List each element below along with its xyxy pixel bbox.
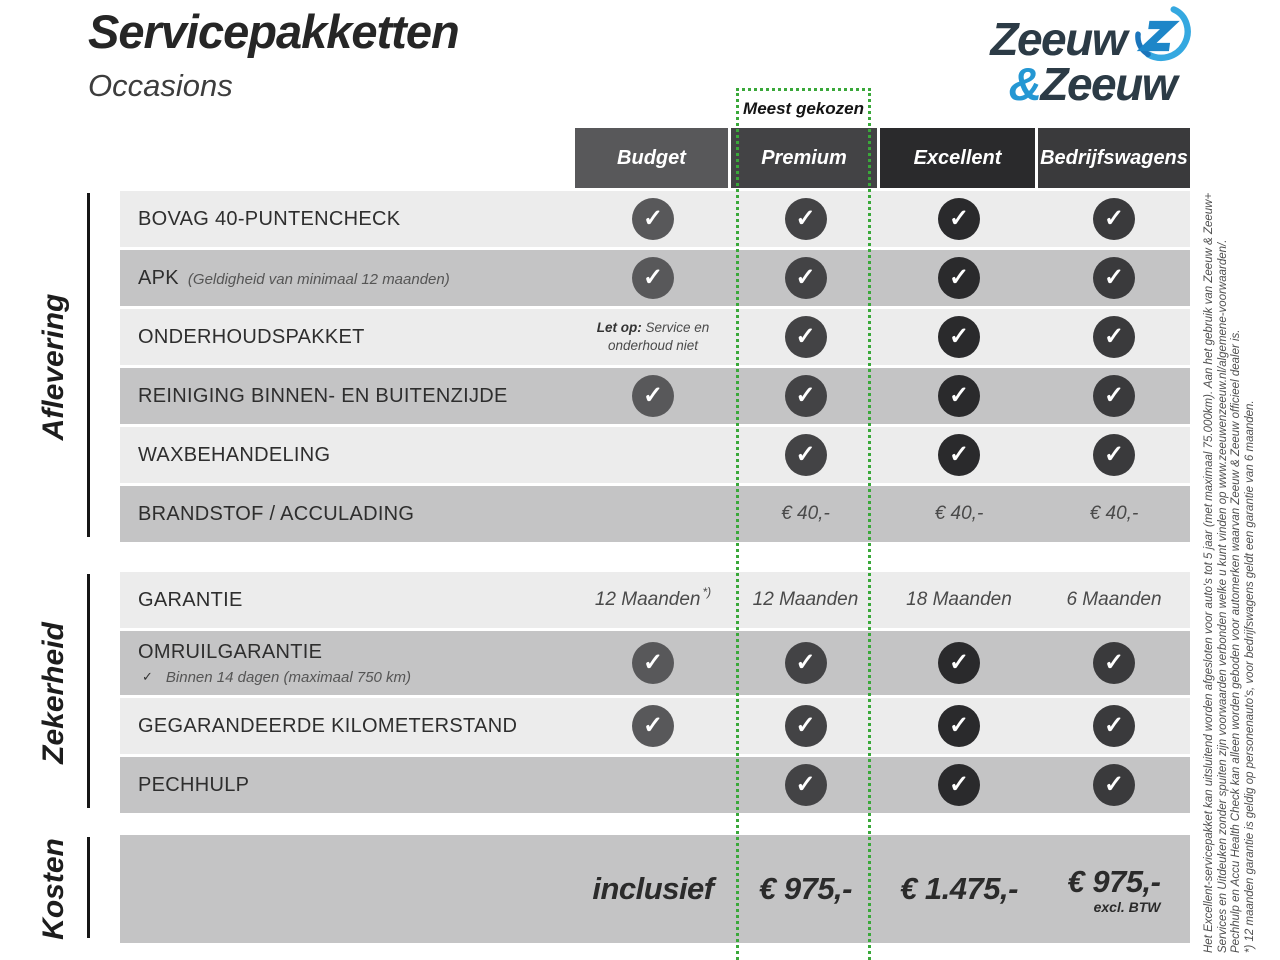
table-row [120, 835, 1190, 943]
section-label-zekerheid: Zekerheid [37, 621, 70, 764]
section-label-aflevering: Aflevering [37, 293, 70, 440]
check-glyph: ✓ [948, 770, 970, 798]
check-icon [1093, 375, 1135, 417]
section-label-kosten: Kosten [37, 838, 70, 940]
check-glyph: ✓ [642, 648, 664, 676]
table-row [120, 698, 1190, 754]
cell-premium [731, 631, 880, 695]
check-icon [1093, 434, 1135, 476]
check-icon [785, 705, 827, 747]
cell-empty [575, 427, 731, 483]
check-icon [785, 198, 827, 240]
rows-zekerheid [120, 572, 1190, 813]
cell-bedrijfswagens [1038, 698, 1190, 754]
check-glyph: ✓ [795, 322, 816, 350]
check-glyph: ✓ [948, 322, 970, 350]
section-rule [87, 574, 90, 808]
zeeuw-logo [952, 4, 1192, 110]
check-glyph: ✓ [1103, 204, 1125, 232]
cell-excellent [880, 698, 1038, 754]
check-glyph: ✓ [948, 440, 970, 468]
row-label [120, 641, 575, 686]
cell-bedrijfswagens [1038, 757, 1190, 813]
row-title: WAXBEHANDELING [138, 443, 331, 466]
cell-empty [575, 486, 731, 542]
row-label-line [138, 444, 575, 467]
section-rule [87, 837, 90, 938]
price-wrap [592, 871, 713, 907]
table-row [120, 191, 1190, 247]
cell-bedrijfswagens [1038, 631, 1190, 695]
check-icon [1093, 642, 1135, 684]
cell-excellent [880, 757, 1038, 813]
logo-word-1: Zeeuw [990, 13, 1126, 65]
check-glyph: ✓ [795, 381, 816, 409]
table-row [120, 757, 1190, 813]
row-label [120, 503, 575, 526]
row-title: GARANTIE [138, 588, 243, 611]
most-chosen-label: Meest gekozen [743, 99, 864, 118]
row-subnote-text: Binnen 14 dagen (maximaal 750 km) [165, 668, 412, 686]
cell-budget [575, 368, 731, 424]
check-glyph: ✓ [1103, 263, 1125, 291]
check-glyph: ✓ [948, 648, 970, 676]
section-rule [87, 193, 90, 537]
check-glyph: ✓ [795, 711, 816, 739]
price-wrap [900, 871, 1018, 907]
column-header-excellent [880, 128, 1038, 188]
row-label-line [138, 208, 575, 231]
check-glyph: ✓ [795, 440, 816, 468]
check-icon [1093, 257, 1135, 299]
cell-value: € 40,- [934, 503, 984, 524]
row-title: OMRUILGARANTIE [138, 640, 323, 663]
check-icon [938, 434, 980, 476]
row-title: GEGARANDEERDE KILOMETERSTAND [138, 714, 518, 737]
check-icon [785, 316, 827, 358]
row-title: APK [138, 266, 179, 289]
logo-word-2: Zeeuw [1040, 58, 1176, 110]
column-header-budget [575, 128, 731, 188]
row-label [120, 715, 575, 738]
price-note: excl. BTW [1093, 898, 1161, 915]
cell-bedrijfswagens [1038, 835, 1190, 943]
cell-excellent [880, 427, 1038, 483]
rows-kosten [120, 835, 1190, 943]
row-label [120, 774, 575, 797]
check-icon [632, 642, 674, 684]
row-title: BRANDSTOF / ACCULADING [138, 502, 415, 525]
row-title: ONDERHOUDSPAKKET [138, 325, 365, 348]
service-packages-table [37, 128, 1190, 943]
check-glyph: ✓ [795, 263, 816, 291]
cell-excellent [880, 835, 1038, 943]
check-glyph: ✓ [642, 381, 664, 409]
row-label-line [138, 715, 575, 738]
cell-bedrijfswagens [1038, 427, 1190, 483]
row-label [120, 385, 575, 408]
table-row [120, 368, 1190, 424]
check-icon [938, 705, 980, 747]
section-aflevering [37, 191, 1190, 542]
table-row [120, 250, 1190, 306]
cell-budget [575, 835, 731, 943]
row-label [120, 326, 575, 349]
check-glyph: ✓ [948, 263, 970, 291]
check-glyph: ✓ [642, 711, 664, 739]
cell-note-text: Service en onderhoud niet [607, 320, 710, 353]
cell-value: € 40,- [1089, 503, 1139, 524]
section-zekerheid [37, 572, 1190, 813]
cell-value: 18 Maanden [906, 589, 1012, 610]
row-title: BOVAG 40-PUNTENCHECK [138, 207, 401, 230]
footnote-line: Pechhulp en Accu Health Check kan alleen worden geboden voor automerken waarvan Zeeuw & Zeeuw officieel dealer is. [1230, 329, 1242, 953]
price-wrap [759, 871, 852, 907]
row-title: PECHHULP [138, 773, 250, 796]
cell-empty [575, 757, 731, 813]
check-glyph: ✓ [1103, 648, 1125, 676]
check-icon [938, 764, 980, 806]
cell-excellent [880, 368, 1038, 424]
page-subtitle: Occasions [88, 68, 233, 103]
logo-ampersand: & [1008, 58, 1041, 110]
page-title: Servicepakketten [88, 5, 459, 58]
check-icon [938, 316, 980, 358]
column-header-label: Excellent [913, 146, 1002, 169]
check-glyph: ✓ [948, 711, 970, 739]
check-icon [632, 257, 674, 299]
cell-budget [575, 631, 731, 695]
cell-bedrijfswagens [1038, 191, 1190, 247]
cell-premium [731, 835, 880, 943]
row-label [120, 267, 575, 290]
cell-bedrijfswagens [1038, 250, 1190, 306]
cell-value: 12 Maanden [594, 589, 701, 610]
check-glyph: ✓ [1103, 770, 1125, 798]
header-spacer [120, 128, 575, 188]
cell-premium [731, 698, 880, 754]
cell-excellent [880, 250, 1038, 306]
check-glyph: ✓ [795, 648, 816, 676]
row-label-line [138, 641, 575, 664]
row-label-line [138, 326, 575, 349]
check-icon [632, 705, 674, 747]
cell-budget [575, 698, 731, 754]
check-icon [1093, 316, 1135, 358]
row-label [120, 208, 575, 231]
cell-value: € 40,- [781, 503, 830, 524]
table-row [120, 631, 1190, 695]
cell-budget [575, 191, 731, 247]
footnote-line: *) 12 maanden garantie is geldig op personenauto's, voor bedrijfswagens geldt een garantie van 6 maanden. [1243, 400, 1256, 953]
check-icon [1093, 198, 1135, 240]
cell-value: 12 Maanden [752, 589, 859, 610]
footnote-line: Services en Uitdeuken zonder spuiten zijn voorwaarden verbonden welke u kunt vinden op www.zeeuwenzeeuw.nl/algemene-voorwaarden/. [1216, 239, 1229, 953]
cell-excellent [880, 486, 1038, 542]
column-header-label: Premium [761, 146, 847, 169]
column-headers [120, 128, 1190, 188]
table-row [120, 486, 1190, 542]
price-value: € 975,- [758, 871, 852, 906]
check-icon [785, 257, 827, 299]
table-row [120, 572, 1190, 628]
check-icon [632, 375, 674, 417]
price-value: inclusief [592, 871, 714, 906]
cell-premium [731, 757, 880, 813]
check-glyph: ✓ [948, 204, 970, 232]
check-icon [632, 198, 674, 240]
row-subnote [138, 669, 575, 686]
check-glyph: ✓ [1103, 440, 1125, 468]
cell-value: 6 Maanden [1066, 589, 1162, 610]
footnotes [1203, 115, 1257, 953]
cell-premium [731, 250, 880, 306]
check-icon [785, 642, 827, 684]
check-icon [785, 434, 827, 476]
check-glyph: ✓ [1103, 381, 1125, 409]
column-header-premium [731, 128, 880, 188]
table-row [120, 309, 1190, 365]
price-value: € 1.475,- [900, 871, 1018, 906]
table-row [120, 427, 1190, 483]
check-glyph: ✓ [642, 204, 664, 232]
column-header-label: Bedrijfswagens [1040, 146, 1188, 169]
price-value: € 975,- [1067, 863, 1161, 899]
row-label-line [138, 589, 575, 612]
column-header-label: Budget [617, 146, 686, 169]
cell-premium [731, 191, 880, 247]
cell-premium [731, 309, 880, 365]
check-glyph: ✓ [795, 204, 816, 232]
section-kosten [37, 835, 1190, 943]
check-glyph: ✓ [1103, 711, 1125, 739]
row-label-line [138, 503, 575, 526]
row-label-line [138, 385, 575, 408]
check-glyph: ✓ [948, 381, 970, 409]
cell-bedrijfswagens [1038, 572, 1190, 628]
check-icon [938, 198, 980, 240]
check-icon [1093, 764, 1135, 806]
cell-excellent [880, 631, 1038, 695]
cell-note-bold: Let op: [596, 320, 642, 336]
row-label-line [138, 267, 575, 290]
cell-bedrijfswagens [1038, 486, 1190, 542]
check-icon [1093, 705, 1135, 747]
cell-budget [575, 309, 731, 365]
cell-budget [575, 572, 731, 628]
row-title-note: (Geldigheid van minimaal 12 maanden) [187, 270, 450, 288]
cell-bedrijfswagens [1038, 368, 1190, 424]
cell-excellent [880, 572, 1038, 628]
check-icon [785, 764, 827, 806]
row-label [120, 589, 575, 612]
check-glyph: ✓ [642, 263, 664, 291]
column-header-bedrijfswagens [1038, 128, 1190, 188]
logo-line2 [952, 58, 1192, 110]
small-check-icon: ✓ [142, 669, 153, 684]
check-glyph: ✓ [795, 770, 816, 798]
footnote-marker: *) [702, 585, 712, 599]
row-label-line [138, 774, 575, 797]
cell-excellent [880, 191, 1038, 247]
cell-note [575, 319, 731, 354]
cell-premium [731, 486, 880, 542]
row-title: REINIGING BINNEN- EN BUITENZIJDE [138, 384, 508, 407]
cell-excellent [880, 309, 1038, 365]
cell-premium [731, 368, 880, 424]
cell-premium [731, 572, 880, 628]
price-wrap [1067, 864, 1160, 915]
rows-aflevering [120, 191, 1190, 542]
check-icon [938, 375, 980, 417]
row-label [120, 444, 575, 467]
cell-bedrijfswagens [1038, 309, 1190, 365]
check-icon [938, 642, 980, 684]
check-glyph: ✓ [1103, 322, 1125, 350]
cell-budget [575, 250, 731, 306]
cell-premium [731, 427, 880, 483]
check-icon [938, 257, 980, 299]
check-icon [785, 375, 827, 417]
footnote-line: Het Excellent-servicepakket kan uitsluitend worden afgesloten voor auto's tot 5 jaar (met maximaal 75.000km). Aan het gebruik van Zeeuw & Zeeuw+ [1203, 192, 1215, 953]
